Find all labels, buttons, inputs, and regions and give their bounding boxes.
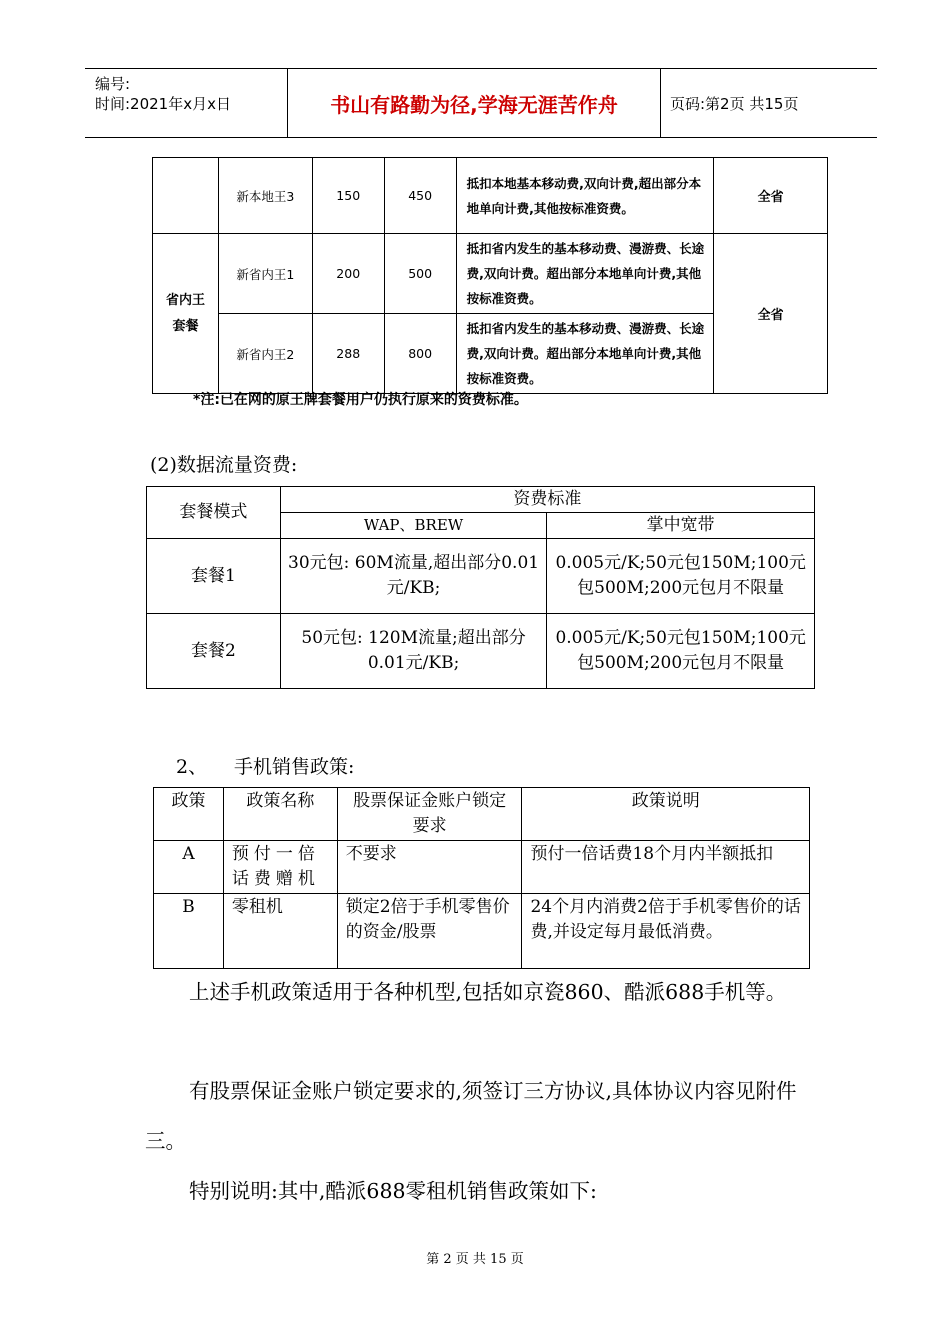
- data-tariff-table: [146, 486, 815, 689]
- policy-description: 24个月内消费2倍于手机零售价的话费,并设定每月最低消费。: [522, 894, 810, 969]
- plan-name: 套餐2: [147, 614, 281, 689]
- policy-name: 预付一倍话费赠机: [223, 841, 337, 894]
- package-fee: 200: [312, 234, 384, 314]
- plan-wap: 50元包: 120M流量;超出部分0.01元/KB;: [280, 614, 547, 689]
- section-heading: 手机销售政策:: [234, 756, 355, 778]
- section-title-data-tariff: (2)数据流量资费:: [150, 454, 298, 476]
- header-policy: 政策: [154, 788, 224, 841]
- package-range: 全省: [714, 234, 828, 394]
- policy-name: 零租机: [223, 894, 337, 969]
- policy-code: B: [154, 894, 224, 969]
- package-minutes: 450: [384, 158, 456, 234]
- table-note: *注:已在网的原王牌套餐用户仍执行原来的资费标准。: [193, 392, 528, 408]
- body-paragraph: 有股票保证金账户锁定要求的,须签订三方协议,具体协议内容见附件三。: [145, 1079, 797, 1153]
- package-desc: 抵扣本地基本移动费,双向计费,超出部分本地单向计费,其他按标准资费。: [456, 158, 714, 234]
- page-footer: 第 2 页 共 15 页: [426, 1252, 524, 1267]
- header-standard: 资费标准: [280, 487, 814, 513]
- phone-policy-table: [153, 787, 810, 969]
- package-minutes: 500: [384, 234, 456, 314]
- body-paragraph: 特别说明:其中,酷派688零租机销售政策如下:: [189, 1179, 597, 1203]
- table-row: [147, 614, 815, 689]
- policy-requirement: 锁定2倍于手机零售价的资金/股票: [337, 894, 522, 969]
- package-group: [153, 234, 219, 394]
- package-minutes: 800: [384, 314, 456, 394]
- package-desc: 抵扣省内发生的基本移动费、漫游费、长途费,双向计费。超出部分本地单向计费,其他按标准资费。: [456, 314, 714, 394]
- header-wap: WAP、BREW: [280, 513, 547, 539]
- body-paragraph: 上述手机政策适用于各种机型,包括如京瓷860、酷派688手机等。: [189, 980, 787, 1004]
- section-number: 2、: [176, 756, 208, 778]
- plan-broadband: 0.005元/K;50元包150M;100元包500M;200元包月不限量: [547, 539, 815, 614]
- package-group-label: 省内王套餐: [165, 292, 205, 334]
- table-row: [153, 158, 828, 234]
- header-policy-desc: 政策说明: [522, 788, 810, 841]
- package-fee: 150: [312, 158, 384, 234]
- section-title-phone-policy: [176, 752, 354, 779]
- package-range: 全省: [714, 158, 828, 234]
- header-broadband: 掌中宽带: [547, 513, 815, 539]
- policy-requirement: 不要求: [337, 841, 522, 894]
- plan-wap: 30元包: 60M流量,超出部分0.01元/KB;: [280, 539, 547, 614]
- header-mode: 套餐模式: [147, 487, 281, 539]
- table-row: [153, 234, 828, 314]
- package-table: [152, 157, 828, 394]
- time-label: 时间:2021年x月x日: [95, 95, 231, 113]
- table-cell: [153, 158, 219, 234]
- header-motto: 书山有路勤为径,学海无涯苦作舟: [288, 69, 661, 137]
- policy-description: 预付一倍话费18个月内半额抵扣: [522, 841, 810, 894]
- plan-name: 套餐1: [147, 539, 281, 614]
- package-fee: 288: [312, 314, 384, 394]
- package-name: 新省内王1: [218, 234, 312, 314]
- header-policy-name: 政策名称: [223, 788, 337, 841]
- package-name: 新省内王2: [218, 314, 312, 394]
- table-header-row: [154, 788, 810, 841]
- plan-broadband: 0.005元/K;50元包150M;100元包500M;200元包月不限量: [547, 614, 815, 689]
- table-header-row: [147, 487, 815, 513]
- page-header: [85, 68, 877, 138]
- table-row: [154, 894, 810, 969]
- header-meta: [85, 69, 288, 137]
- package-name: 新本地王3: [218, 158, 312, 234]
- table-row: [154, 841, 810, 894]
- policy-code: A: [154, 841, 224, 894]
- header-page-number: 页码:第2页 共15页: [670, 94, 799, 113]
- header-lock-requirement: 股票保证金账户锁定要求: [337, 788, 522, 841]
- code-label: 编号:: [95, 75, 131, 93]
- package-desc: 抵扣省内发生的基本移动费、漫游费、长途费,双向计费。超出部分本地单向计费,其他按标准资费。: [456, 234, 714, 314]
- table-row: [147, 539, 815, 614]
